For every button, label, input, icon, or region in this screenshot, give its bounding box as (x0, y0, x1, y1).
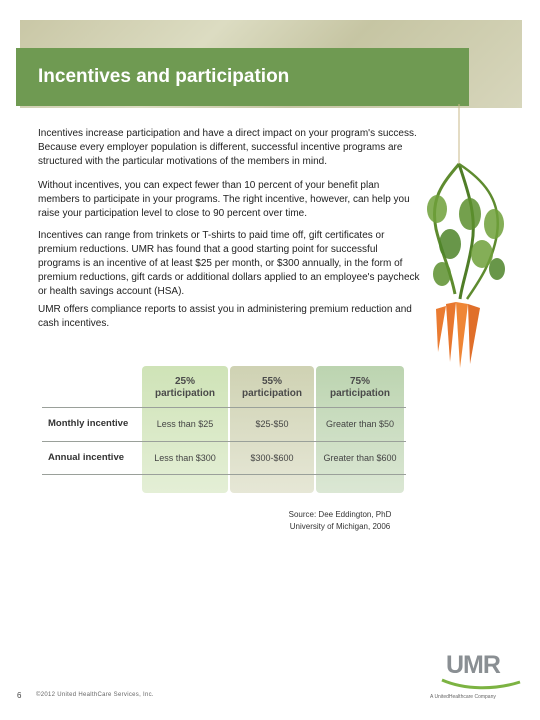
table-cell: Greater than $50 (325, 419, 395, 429)
logo-tagline: A UnitedHealthcare Company (430, 694, 496, 700)
table-cell: Less than $300 (154, 453, 216, 463)
table-cell: $25-$50 (255, 419, 289, 429)
column-header-25: 25% participation (154, 376, 215, 399)
column-header-75: 75% participation (329, 376, 390, 399)
table-divider (42, 474, 406, 475)
table-cell: Less than $25 (156, 419, 214, 429)
paragraph-without-incentives: Without incentives, you can expect fewer than 10 percent of your benefit plan members to participate in your programs. The right incentive, however, can help you raise your participation level to close to 90 percent over time. (38, 180, 410, 219)
logo-swoosh-icon (440, 676, 522, 690)
copyright-notice: ©2012 United HealthCare Services, Inc. (36, 692, 154, 698)
column-header-55: 55% participation (241, 376, 302, 399)
paragraph-compliance: UMR offers compliance reports to assist you in administering premium reduction and cash incentives. (38, 304, 412, 329)
source-citation: Source: Dee Eddington, PhD University of Michigan, 2006 (288, 510, 392, 531)
table-cell: Greater than $600 (323, 453, 397, 463)
umr-logo: UMR (446, 651, 500, 679)
incentive-participation-table (42, 366, 406, 494)
table-divider (42, 407, 406, 408)
page-title: Incentives and participation (38, 66, 290, 87)
row-label-monthly: Monthly incentive (48, 418, 129, 429)
carrot-on-string-image (422, 104, 522, 374)
row-label-annual: Annual incentive (48, 452, 125, 463)
paragraph-incentive-range: Incentives can range from trinkets or T-shirts to paid time off, gift certificates or premium reductions. UMR has found that a good starting point for successful programs is an incentive of at least $25 per month, or $300 annually, in the form of premium reductions, gift cards or additional dollars applied to an employee's paycheck or health savings account (HSA). (38, 230, 420, 297)
table-cell: $300-$600 (250, 453, 294, 463)
page-number: 6 (17, 691, 22, 700)
paragraph-intro: Incentives increase participation and have a direct impact on your program's success. Because every employer population is different, successful incentive programs are structured with the particular motivations of the members in mind. (38, 128, 417, 167)
table-divider (42, 441, 406, 442)
